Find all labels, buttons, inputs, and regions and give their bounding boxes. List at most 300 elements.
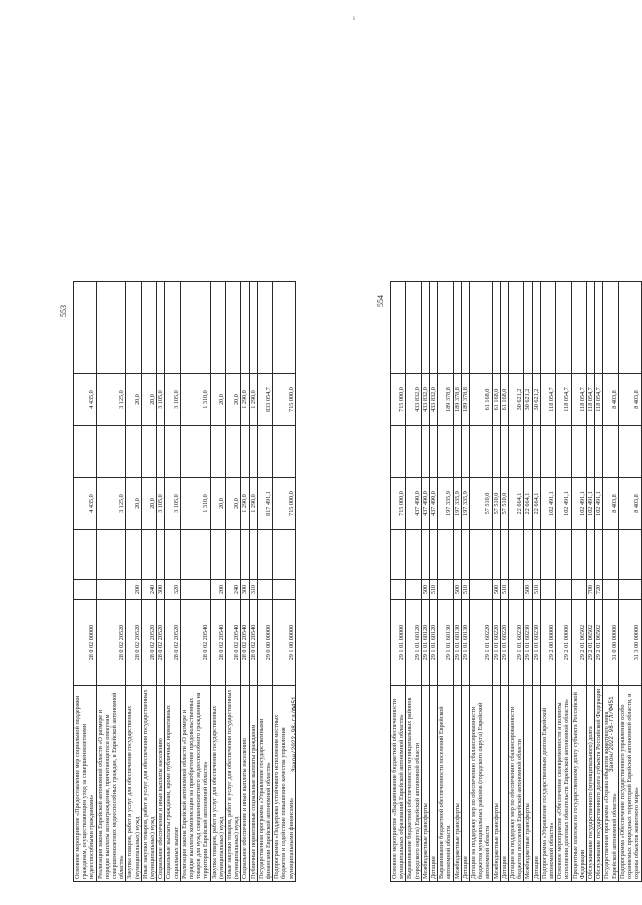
amount-2023-cell: 1 290,0 — [241, 478, 249, 530]
column-sum-1 — [210, 530, 225, 580]
amount-2023-cell: 197 335,9 — [461, 478, 469, 530]
page-number: 554 — [376, 295, 385, 307]
scan-mark: ı — [353, 14, 355, 22]
column-sum-3 — [273, 426, 296, 478]
table-row — [430, 282, 438, 882]
row-name-cell: Подпрограмма «Обеспечение государственного управления особо охраняемых природных территорий Еврейской автономной области, и охраны объектов животного мира» — [618, 686, 641, 882]
column-sum-3 — [595, 426, 603, 478]
left-page — [55, 282, 305, 882]
column-sum-5 — [540, 282, 555, 374]
amount-2023-cell: 3 105,0 — [165, 478, 180, 530]
column-sum-1 — [126, 530, 141, 580]
column-sum-1 — [453, 530, 461, 580]
budget-table — [73, 281, 296, 882]
column-sum-5 — [96, 282, 126, 374]
amount-2024-cell: 715 000,0 — [391, 374, 406, 426]
expense-type-cell: 500 — [421, 580, 429, 600]
row-name-cell: Дотации — [430, 686, 438, 882]
amount-2024-cell: 118 054,7 — [540, 374, 555, 426]
expense-type-cell: 300 — [157, 580, 165, 600]
amount-2024-cell: 1 290,0 — [241, 374, 249, 426]
column-sum-5 — [492, 282, 500, 374]
row-name-cell: Социальное обеспечение и иные выплаты населению — [241, 686, 249, 882]
column-sum-3 — [500, 426, 508, 478]
column-sum-3 — [241, 426, 249, 478]
amount-2024-cell: 3 105,0 — [165, 374, 180, 426]
amount-2023-cell: 102 491,1 — [556, 478, 571, 530]
column-sum-1 — [500, 530, 508, 580]
target-code-cell: 28 0 02 20520 — [96, 600, 126, 686]
amount-2023-cell: 20,0 — [210, 478, 225, 530]
column-sum-5 — [165, 282, 180, 374]
column-sum-3 — [509, 426, 524, 478]
column-sum-1 — [421, 530, 429, 580]
column-sum-5 — [257, 282, 272, 374]
row-name-cell: Дотации на поддержку мер по обеспечению сбалансированности бюджетов поселений Еврейской автономной области — [509, 686, 524, 882]
row-name-cell: Межбюджетные трансферты — [421, 686, 429, 882]
target-code-cell: 29 1 01 60130 — [461, 600, 469, 686]
column-sum-5 — [461, 282, 469, 374]
expense-type-cell: 240 — [226, 580, 241, 600]
column-sum-3 — [126, 426, 141, 478]
column-sum-5 — [180, 282, 210, 374]
column-sum-3 — [430, 426, 438, 478]
table-row — [141, 282, 156, 882]
row-name-cell: Основное мероприятие «Обеспечение своевременности и полноты исполнения долговых обязательств Еврейской автономной области» — [556, 686, 571, 882]
column-sum-1 — [461, 530, 469, 580]
column-sum-1 — [241, 530, 249, 580]
amount-2024-cell: 433 832,0 — [430, 374, 438, 426]
column-sum-5 — [74, 282, 97, 374]
row-name-cell: Публичные нормативные социальные выплаты гражданам — [249, 686, 257, 882]
expense-type-cell — [74, 580, 97, 600]
column-sum-1 — [180, 530, 210, 580]
column-sum-3 — [556, 426, 571, 478]
amount-2024-cell: 833 054,7 — [257, 374, 272, 426]
expense-type-cell: 300 — [241, 580, 249, 600]
expense-type-cell — [556, 580, 571, 600]
row-name-cell: Межбюджетные трансферты — [492, 686, 500, 882]
column-sum-5 — [595, 282, 603, 374]
table-row — [249, 282, 257, 882]
row-name-cell: Реализация закона Еврейской автономной области «О размере и порядке выплаты компенсации на приобретение продовольственных товаров для нужд совершеннолетнего недееспособного гражданина на территории Еврейской автономной области» — [180, 686, 210, 882]
target-code-cell: 28 0 02 00000 — [74, 600, 97, 686]
expense-type-cell: 510 — [461, 580, 469, 600]
column-sum-1 — [603, 530, 618, 580]
table-row — [571, 282, 586, 882]
column-sum-1 — [438, 530, 453, 580]
amount-2024-cell: 1 310,0 — [180, 374, 210, 426]
row-name-cell: Иные закупки товаров, работ и услуг для обеспечения государственных (муниципальных) нужд — [141, 686, 156, 882]
table-row — [210, 282, 225, 882]
table-row — [461, 282, 469, 882]
expense-type-cell — [438, 580, 453, 600]
amount-2023-cell: 4 435,0 — [74, 478, 97, 530]
target-code-cell: 28 0 02 20540 — [210, 600, 225, 686]
amount-2024-cell: 433 832,0 — [421, 374, 429, 426]
amount-2023-cell: 102 491,1 — [571, 478, 586, 530]
target-code-cell: 28 0 02 20540 — [226, 600, 241, 686]
column-sum-1 — [273, 530, 296, 580]
table-row — [524, 282, 532, 882]
amount-2024-cell: 1 290,0 — [249, 374, 257, 426]
row-name-cell: Подпрограмма «Управление государственным долгом Еврейской автономной области» — [540, 686, 555, 882]
amount-2023-cell: 102 491,1 — [587, 478, 595, 530]
column-sum-1 — [618, 530, 641, 580]
target-code-cell: 29 1 01 60220 — [492, 600, 500, 686]
target-code-cell: 29 1 01 60130 — [438, 600, 453, 686]
column-sum-3 — [74, 426, 97, 478]
table-row — [556, 282, 571, 882]
column-sum-1 — [492, 530, 500, 580]
table-row — [470, 282, 493, 882]
amount-2024-cell: 118 054,7 — [571, 374, 586, 426]
budget-table — [390, 281, 642, 882]
column-sum-3 — [226, 426, 241, 478]
expense-type-cell: 510 — [532, 580, 540, 600]
column-sum-3 — [257, 426, 272, 478]
table-row — [603, 282, 618, 882]
target-code-cell: 28 0 02 20520 — [165, 600, 180, 686]
column-sum-5 — [453, 282, 461, 374]
column-sum-3 — [492, 426, 500, 478]
row-name-cell: Выравнивание бюджетной обеспеченности муниципальных районов (городского округа) Еврейской автономной области — [406, 686, 421, 882]
column-sum-3 — [524, 426, 532, 478]
amount-2024-cell: 20,0 — [141, 374, 156, 426]
column-sum-1 — [524, 530, 532, 580]
amount-2023-cell: 437 490,0 — [430, 478, 438, 530]
amount-2023-cell: 437 490,0 — [421, 478, 429, 530]
document-code: Закон/2022-98-гл/Ф451 — [291, 696, 298, 772]
table-row — [273, 282, 296, 882]
column-sum-5 — [524, 282, 532, 374]
target-code-cell: 29 1 01 00000 — [391, 600, 406, 686]
column-sum-1 — [540, 530, 555, 580]
target-code-cell: 29 2 01 00000 — [556, 600, 571, 686]
table-row — [241, 282, 249, 882]
target-code-cell: 28 0 02 20540 — [180, 600, 210, 686]
amount-2024-cell: 118 054,7 — [595, 374, 603, 426]
amount-2023-cell: 715 000,0 — [273, 478, 296, 530]
table-row — [421, 282, 429, 882]
target-code-cell: 29 1 01 60120 — [430, 600, 438, 686]
column-sum-5 — [226, 282, 241, 374]
target-code-cell: 29 1 01 60220 — [470, 600, 493, 686]
target-code-cell: 29 1 01 60230 — [524, 600, 532, 686]
expense-type-cell: 500 — [524, 580, 532, 600]
expense-type-cell — [540, 580, 555, 600]
expense-type-cell: 200 — [126, 580, 141, 600]
table-row — [595, 282, 603, 882]
row-name-cell: Обслуживание государственного долга субъекта Российской Федерации — [595, 686, 603, 882]
amount-2023-cell: 3 105,0 — [157, 478, 165, 530]
column-sum-1 — [165, 530, 180, 580]
target-code-cell: 29 2 01 06502 — [571, 600, 586, 686]
column-sum-1 — [430, 530, 438, 580]
column-sum-1 — [157, 530, 165, 580]
row-name-cell: Подпрограмма «Поддержка устойчивого исполнения местных бюджетов и содействие повышению качества управления муниципальными финансами» — [273, 686, 296, 882]
column-sum-1 — [470, 530, 493, 580]
row-name-cell: Дотации на поддержку мер по обеспечению сбалансированности бюджетов муниципальных районов (городского округа) Еврейской автономной области — [470, 686, 493, 882]
column-sum-1 — [587, 530, 595, 580]
column-sum-3 — [587, 426, 595, 478]
amount-2023-cell: 715 000,0 — [391, 478, 406, 530]
amount-2023-cell: 197 335,9 — [438, 478, 453, 530]
column-sum-3 — [571, 426, 586, 478]
column-sum-1 — [141, 530, 156, 580]
table-row — [126, 282, 141, 882]
column-sum-3 — [180, 426, 210, 478]
amount-2024-cell: 189 378,8 — [461, 374, 469, 426]
expense-type-cell — [571, 580, 586, 600]
amount-2024-cell: 118 054,7 — [587, 374, 595, 426]
expense-type-cell — [180, 580, 210, 600]
table-row — [74, 282, 97, 882]
amount-2023-cell: 3 125,0 — [96, 478, 126, 530]
amount-2023-cell: 197 335,9 — [453, 478, 461, 530]
expense-type-cell — [391, 580, 406, 600]
target-code-cell: 28 0 02 20540 — [249, 600, 257, 686]
column-sum-3 — [406, 426, 421, 478]
column-sum-3 — [438, 426, 453, 478]
row-name-cell: Закупка товаров, работ и услуг для обеспечения государственных (муниципальных) нужд — [126, 686, 141, 882]
amount-2023-cell: 1 310,0 — [180, 478, 210, 530]
column-sum-1 — [406, 530, 421, 580]
table-row — [165, 282, 180, 882]
expense-type-cell: 720 — [595, 580, 603, 600]
row-name-cell: Дотации — [500, 686, 508, 882]
row-name-cell: Иные закупки товаров, работ и услуг для обеспечения государственных (муниципальных) нужд — [226, 686, 241, 882]
expense-type-cell: 200 — [210, 580, 225, 600]
column-sum-1 — [532, 530, 540, 580]
column-sum-1 — [226, 530, 241, 580]
column-sum-5 — [249, 282, 257, 374]
column-sum-1 — [249, 530, 257, 580]
amount-2023-cell: 1 290,0 — [249, 478, 257, 530]
amount-2024-cell: 3 125,0 — [96, 374, 126, 426]
target-code-cell: 29 1 01 60120 — [421, 600, 429, 686]
target-code-cell: 28 0 02 20540 — [241, 600, 249, 686]
target-code-cell: 31 3 00 00000 — [618, 600, 641, 686]
column-sum-3 — [603, 426, 618, 478]
column-sum-5 — [126, 282, 141, 374]
amount-2023-cell: 102 491,1 — [540, 478, 555, 530]
amount-2023-cell: 20,0 — [126, 478, 141, 530]
amount-2023-cell: 57 510,0 — [500, 478, 508, 530]
target-code-cell: 29 1 01 60230 — [532, 600, 540, 686]
amount-2024-cell: 30 621,2 — [532, 374, 540, 426]
target-code-cell: 28 0 02 20520 — [126, 600, 141, 686]
table-row — [180, 282, 210, 882]
row-name-cell: Социальные выплаты гражданам, кроме публичных нормативных социальных выплат — [165, 686, 180, 882]
table-row — [587, 282, 595, 882]
row-name-cell: Дотации — [461, 686, 469, 882]
amount-2024-cell: 61 168,0 — [500, 374, 508, 426]
column-sum-3 — [165, 426, 180, 478]
target-code-cell: 28 0 02 20520 — [157, 600, 165, 686]
column-sum-3 — [532, 426, 540, 478]
expense-type-cell — [618, 580, 641, 600]
column-sum-1 — [257, 530, 272, 580]
row-name-cell: Основное мероприятие «Предоставление мер социальной поддержки гражданам, осуществляющим уход за совершеннолетними недееспособными гражданами» — [74, 686, 97, 882]
amount-2023-cell: 817 491,1 — [257, 478, 272, 530]
column-sum-5 — [618, 282, 641, 374]
table-row — [532, 282, 540, 882]
amount-2024-cell: 61 168,0 — [470, 374, 493, 426]
row-name-cell: Реализация закона Еврейской автономной области «О размере и порядке выплаты вознаграждения, причитающегося опекунам совершеннолетних недееспособных граждан, в Еврейской автономной области» — [96, 686, 126, 882]
column-sum-5 — [141, 282, 156, 374]
column-sum-3 — [618, 426, 641, 478]
column-sum-5 — [210, 282, 225, 374]
amount-2024-cell: 20,0 — [226, 374, 241, 426]
amount-2023-cell: 8 403,8 — [603, 478, 618, 530]
row-name-cell: Дотации — [532, 686, 540, 882]
amount-2024-cell: 8 403,8 — [618, 374, 641, 426]
amount-2023-cell: 22 664,1 — [509, 478, 524, 530]
expense-type-cell: 510 — [430, 580, 438, 600]
column-sum-1 — [74, 530, 97, 580]
document-code: Закон/2022-98-гл/Ф451 — [608, 696, 615, 772]
table-row — [453, 282, 461, 882]
amount-2023-cell: 22 664,1 — [524, 478, 532, 530]
table-row — [257, 282, 272, 882]
row-name-cell: Закупка товаров, работ и услуг для обеспечения государственных (муниципальных) нужд — [210, 686, 225, 882]
target-code-cell: 28 0 02 20520 — [141, 600, 156, 686]
table-row — [509, 282, 524, 882]
amount-2024-cell: 189 378,8 — [438, 374, 453, 426]
amount-2023-cell: 102 491,1 — [595, 478, 603, 530]
column-sum-3 — [470, 426, 493, 478]
column-sum-1 — [509, 530, 524, 580]
amount-2023-cell: 57 510,0 — [492, 478, 500, 530]
column-sum-3 — [157, 426, 165, 478]
column-sum-5 — [509, 282, 524, 374]
target-code-cell: 29 2 00 00000 — [540, 600, 555, 686]
table-row — [406, 282, 421, 882]
row-name-cell: Процентные платежи по государственному долгу субъекта Российской Федерации — [571, 686, 586, 882]
amount-2023-cell: 20,0 — [141, 478, 156, 530]
amount-2024-cell: 20,0 — [126, 374, 141, 426]
column-sum-3 — [540, 426, 555, 478]
target-code-cell: 29 1 01 60130 — [453, 600, 461, 686]
column-sum-1 — [571, 530, 586, 580]
column-sum-3 — [141, 426, 156, 478]
column-sum-3 — [210, 426, 225, 478]
column-sum-5 — [571, 282, 586, 374]
table-row — [226, 282, 241, 882]
expense-type-cell — [470, 580, 493, 600]
amount-2024-cell: 8 403,8 — [603, 374, 618, 426]
column-sum-5 — [157, 282, 165, 374]
amount-2023-cell: 22 664,1 — [532, 478, 540, 530]
column-sum-1 — [96, 530, 126, 580]
target-code-cell: 29 2 01 06502 — [595, 600, 603, 686]
expense-type-cell — [273, 580, 296, 600]
column-sum-5 — [438, 282, 453, 374]
column-sum-5 — [421, 282, 429, 374]
table-row — [96, 282, 126, 882]
target-code-cell: 29 1 01 60120 — [406, 600, 421, 686]
column-sum-5 — [406, 282, 421, 374]
target-code-cell: 31 0 00 00000 — [603, 600, 618, 686]
amount-2024-cell: 61 168,0 — [492, 374, 500, 426]
amount-2024-cell: 189 378,8 — [453, 374, 461, 426]
row-name-cell: Основное мероприятие «Выравнивание бюджетной обеспеченности муниципальных образований Еврейской автономной области» — [391, 686, 406, 882]
column-sum-5 — [500, 282, 508, 374]
expense-type-cell: 500 — [453, 580, 461, 600]
row-name-cell: Межбюджетные трансферты — [453, 686, 461, 882]
target-code-cell: 29 1 00 00000 — [273, 600, 296, 686]
row-name-cell: Межбюджетные трансферты — [524, 686, 532, 882]
column-sum-5 — [532, 282, 540, 374]
amount-2024-cell: 433 832,0 — [406, 374, 421, 426]
row-name-cell: Выравнивание бюджетной обеспеченности поселений Еврейской автономной области — [438, 686, 453, 882]
table-row — [438, 282, 453, 882]
amount-2024-cell: 30 621,2 — [524, 374, 532, 426]
expense-type-cell: 500 — [492, 580, 500, 600]
column-sum-3 — [391, 426, 406, 478]
amount-2024-cell: 3 105,0 — [157, 374, 165, 426]
column-sum-1 — [556, 530, 571, 580]
amount-2023-cell: 437 490,0 — [406, 478, 421, 530]
amount-2024-cell: 118 054,7 — [556, 374, 571, 426]
amount-2023-cell: 8 403,8 — [618, 478, 641, 530]
row-name-cell: Государственная программа «Управление государственными финансами Еврейской автономной области» — [257, 686, 272, 882]
expense-type-cell: 310 — [249, 580, 257, 600]
column-sum-3 — [453, 426, 461, 478]
amount-2023-cell: 20,0 — [226, 478, 241, 530]
column-sum-5 — [556, 282, 571, 374]
page-number: 553 — [59, 305, 68, 317]
column-sum-1 — [595, 530, 603, 580]
amount-2024-cell: 30 621,2 — [509, 374, 524, 426]
amount-2023-cell: 57 510,0 — [470, 478, 493, 530]
column-sum-5 — [391, 282, 406, 374]
column-sum-5 — [430, 282, 438, 374]
row-name-cell: Государственная программа «Охрана объектов животного мира Еврейской автономной области» — [603, 686, 618, 882]
table-row — [540, 282, 555, 882]
column-sum-3 — [96, 426, 126, 478]
column-sum-5 — [241, 282, 249, 374]
expense-type-cell: 320 — [165, 580, 180, 600]
expense-type-cell: 700 — [587, 580, 595, 600]
column-sum-5 — [273, 282, 296, 374]
column-sum-3 — [249, 426, 257, 478]
target-code-cell: 29 1 01 60220 — [500, 600, 508, 686]
column-sum-1 — [391, 530, 406, 580]
amount-2024-cell: 20,0 — [210, 374, 225, 426]
expense-type-cell — [603, 580, 618, 600]
expense-type-cell: 510 — [500, 580, 508, 600]
column-sum-5 — [587, 282, 595, 374]
column-sum-5 — [470, 282, 493, 374]
expense-type-cell — [509, 580, 524, 600]
amount-2024-cell: 715 000,0 — [273, 374, 296, 426]
expense-type-cell: 240 — [141, 580, 156, 600]
expense-type-cell — [406, 580, 421, 600]
table-row — [500, 282, 508, 882]
expense-type-cell — [257, 580, 272, 600]
target-code-cell: 29 1 01 60230 — [509, 600, 524, 686]
amount-2024-cell: 4 435,0 — [74, 374, 97, 426]
table-row — [391, 282, 406, 882]
expense-type-cell — [96, 580, 126, 600]
target-code-cell: 29 2 01 06502 — [587, 600, 595, 686]
table-row — [157, 282, 165, 882]
target-code-cell: 29 0 00 00000 — [257, 600, 272, 686]
table-row — [492, 282, 500, 882]
column-sum-3 — [461, 426, 469, 478]
